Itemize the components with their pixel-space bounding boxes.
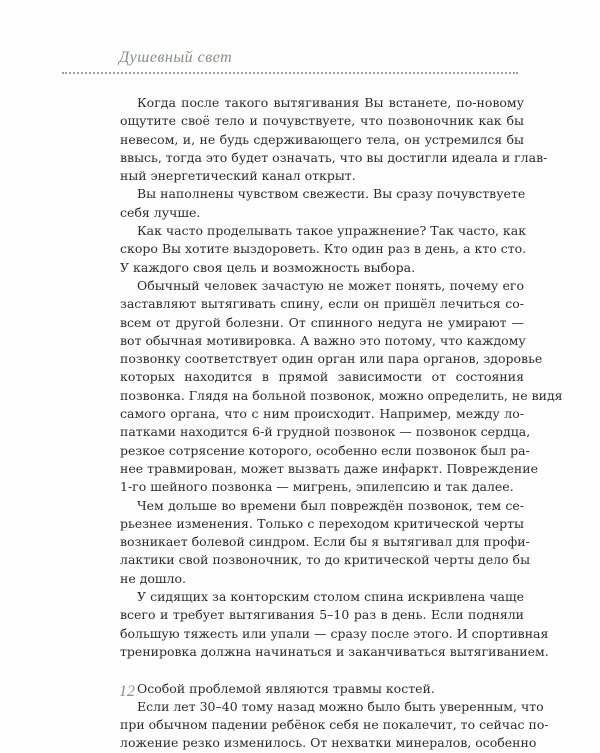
text-line: У каждого своя цель и возможность выбора. <box>120 259 416 275</box>
text-line: заставляют вытягивать спину, если он пришёл лечиться со- <box>120 296 524 312</box>
text-line: ный энергетический канал открыт. <box>120 168 356 184</box>
text-line: Как часто проделывать такое упражнение? Так часто, как <box>137 223 527 239</box>
text-line: рьезнее изменения. Только с переходом критической черты <box>120 515 524 531</box>
paragraph-gap <box>120 661 524 679</box>
header-dotted-rule <box>62 72 518 74</box>
text-line: тренировка должна начинаться и заканчиваться вытягиванием. <box>120 643 549 659</box>
text-line: большую тяжесть или упали — сразу после этого. И спортивная <box>120 625 549 641</box>
text-line: Вы наполнены чувством свежести. Вы сразу почувствуете <box>137 186 526 202</box>
text-line: всем от другой болезни. От спинного недуга не умирают — <box>120 314 524 330</box>
text-line: себя лучше. <box>120 204 201 220</box>
text-line: позвонка. Глядя на больной позвонок, можно определить, не видя <box>120 387 563 403</box>
text-line: Чем дольше во времени был повреждён позвонок, тем се- <box>137 497 524 513</box>
body-text <box>120 94 563 753</box>
text-line: невесом, и, не будь сдерживающего тела, он устремился бы <box>120 131 524 147</box>
text-line: Когда после такого вытягивания Вы встанете, по-новому <box>137 95 524 110</box>
page-number: 12 <box>119 683 135 700</box>
text-line: ложение резко изменилось. От нехватки минералов, особенно <box>120 735 537 751</box>
text-line: которых находится в прямой зависимости от состояния <box>120 369 524 385</box>
text-line: Обычный человек зачастую не может понять, почему его <box>137 277 524 293</box>
text-line: 1-го шейного позвонка — мигрень, эпилепсию и так далее. <box>120 479 514 495</box>
text-line: Если лет 30–40 тому назад можно было быть уверенным, что <box>137 698 544 714</box>
text-line: всего и требует вытягивания 5–10 раз в день. Если подняли <box>120 607 524 623</box>
text-line: ввысь, тогда это будет означать, что вы достигли идеала и глав- <box>120 149 548 165</box>
text-line: У сидящих за конторским столом спина искривлена чаще <box>137 589 524 605</box>
text-line: возникает болевой синдром. Если бы я вытягивал для профи- <box>120 534 530 550</box>
running-head-title: Душевный свет <box>119 49 233 66</box>
text-line: лактики свой позвоночник, то до критической черты дело бы <box>120 552 531 568</box>
text-line: вот обычная мотивировка. А важно это потому, что каждому <box>120 332 526 348</box>
text-line: не дошло. <box>120 570 186 586</box>
text-line: при обычном падении ребёнок себя не покалечит, то сейчас по- <box>120 717 549 733</box>
text-line: ощутите своё тело и почувствуете, что позвоночник как бы <box>120 113 524 129</box>
text-line: Особой проблемой являются травмы костей. <box>137 680 435 696</box>
text-line: нее травмирован, может вызвать даже инфаркт. Повреждение <box>120 460 538 476</box>
text-line: позвонку соответствует один орган или пара органов, здоровье <box>120 351 543 367</box>
text-line: патками находится 6-й грудной позвонок — позвонок сердца, <box>120 424 531 440</box>
text-line: самого органа, что с ним происходит. Например, между ло- <box>120 406 524 422</box>
text-line: скоро Вы хотите выздороветь. Кто один раз в день, а кто сто. <box>120 241 527 257</box>
text-line: резкое сотрясение которого, особенно если позвонок был ра- <box>120 442 530 458</box>
